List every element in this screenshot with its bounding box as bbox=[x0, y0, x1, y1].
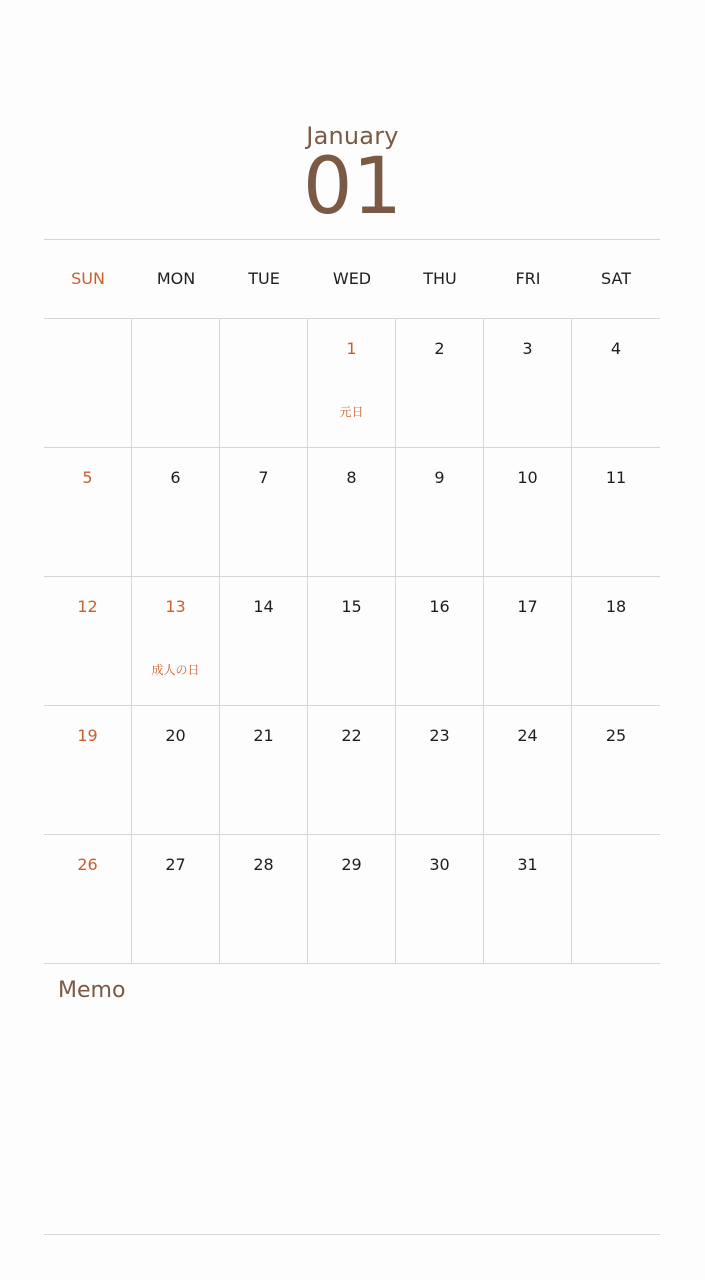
day-number: 15 bbox=[341, 597, 362, 616]
day-number: 16 bbox=[429, 597, 450, 616]
day-number: 21 bbox=[253, 726, 274, 745]
week-row bbox=[44, 577, 660, 706]
weekday-wed: WED bbox=[332, 269, 372, 288]
day-cell[interactable] bbox=[396, 448, 484, 576]
day-number: 30 bbox=[429, 855, 450, 874]
day-number: 28 bbox=[253, 855, 274, 874]
day-number: 31 bbox=[517, 855, 538, 874]
day-number: 29 bbox=[341, 855, 362, 874]
weekday-fri: FRI bbox=[515, 269, 541, 288]
day-cell bbox=[220, 319, 308, 447]
day-number: 11 bbox=[605, 468, 627, 487]
day-cell[interactable] bbox=[308, 835, 396, 963]
day-number: 4 bbox=[610, 339, 622, 358]
day-number: 7 bbox=[258, 468, 269, 487]
day-cell[interactable] bbox=[572, 577, 660, 705]
day-number: 22 bbox=[341, 726, 362, 745]
day-cell[interactable] bbox=[484, 577, 572, 705]
day-cell[interactable] bbox=[308, 577, 396, 705]
day-cell[interactable] bbox=[572, 448, 660, 576]
day-number: 2 bbox=[434, 339, 445, 358]
day-number: 18 bbox=[605, 597, 627, 616]
day-number: 27 bbox=[165, 855, 186, 874]
day-number: 9 bbox=[434, 468, 445, 487]
day-cell[interactable] bbox=[484, 319, 572, 447]
calendar-grid bbox=[44, 239, 660, 964]
day-cell[interactable] bbox=[572, 319, 660, 447]
day-cell[interactable] bbox=[484, 706, 572, 834]
day-cell[interactable] bbox=[44, 835, 132, 963]
week-row bbox=[44, 319, 660, 448]
day-cell[interactable] bbox=[396, 706, 484, 834]
day-cell[interactable] bbox=[484, 835, 572, 963]
weekday-sun: SUN bbox=[71, 269, 105, 288]
day-number: 19 bbox=[77, 726, 98, 745]
day-cell[interactable] bbox=[132, 835, 220, 963]
week-row bbox=[44, 835, 660, 964]
day-number: 26 bbox=[77, 855, 98, 874]
day-number: 5 bbox=[82, 468, 93, 487]
day-cell[interactable] bbox=[132, 577, 220, 705]
day-number: 8 bbox=[346, 468, 357, 487]
day-cell[interactable] bbox=[220, 448, 308, 576]
memo-label: Memo bbox=[58, 978, 126, 1003]
month-name: January bbox=[306, 122, 399, 150]
weekday-header-row bbox=[44, 240, 660, 319]
day-number: 1 bbox=[346, 339, 357, 358]
day-cell[interactable] bbox=[132, 706, 220, 834]
week-row bbox=[44, 706, 660, 835]
day-cell bbox=[44, 319, 132, 447]
day-number: 3 bbox=[522, 339, 533, 358]
day-cell[interactable] bbox=[396, 835, 484, 963]
weekday-sat: SAT bbox=[601, 269, 631, 288]
day-number: 17 bbox=[517, 597, 538, 616]
day-cell[interactable] bbox=[484, 448, 572, 576]
month-number: 01 bbox=[302, 142, 403, 232]
day-cell[interactable] bbox=[572, 706, 660, 834]
weeks-container bbox=[44, 319, 660, 964]
day-cell[interactable] bbox=[44, 577, 132, 705]
day-cell[interactable] bbox=[220, 706, 308, 834]
day-cell bbox=[572, 835, 660, 963]
day-cell[interactable] bbox=[44, 706, 132, 834]
day-cell bbox=[132, 319, 220, 447]
memo-divider bbox=[44, 1234, 660, 1235]
day-cell[interactable] bbox=[308, 319, 396, 447]
day-cell[interactable] bbox=[396, 319, 484, 447]
weekday-tue: TUE bbox=[248, 269, 280, 288]
day-number: 12 bbox=[77, 597, 98, 616]
day-number: 24 bbox=[517, 726, 538, 745]
day-cell[interactable] bbox=[220, 577, 308, 705]
day-cell[interactable] bbox=[132, 448, 220, 576]
day-number: 6 bbox=[170, 468, 181, 487]
day-number: 14 bbox=[253, 597, 274, 616]
day-cell[interactable] bbox=[44, 448, 132, 576]
holiday-label: 成人の日 bbox=[151, 663, 200, 677]
month-header bbox=[0, 120, 705, 232]
holiday-label: 元日 bbox=[339, 405, 364, 419]
weekday-mon: MON bbox=[156, 269, 196, 288]
day-number: 25 bbox=[605, 726, 627, 745]
day-number: 23 bbox=[429, 726, 450, 745]
day-cell[interactable] bbox=[308, 448, 396, 576]
day-cell[interactable] bbox=[308, 706, 396, 834]
day-cell[interactable] bbox=[220, 835, 308, 963]
day-cell[interactable] bbox=[396, 577, 484, 705]
day-number: 13 bbox=[165, 597, 186, 616]
day-number: 10 bbox=[517, 468, 538, 487]
day-number: 20 bbox=[165, 726, 186, 745]
weekday-thu: THU bbox=[423, 269, 457, 288]
week-row bbox=[44, 448, 660, 577]
